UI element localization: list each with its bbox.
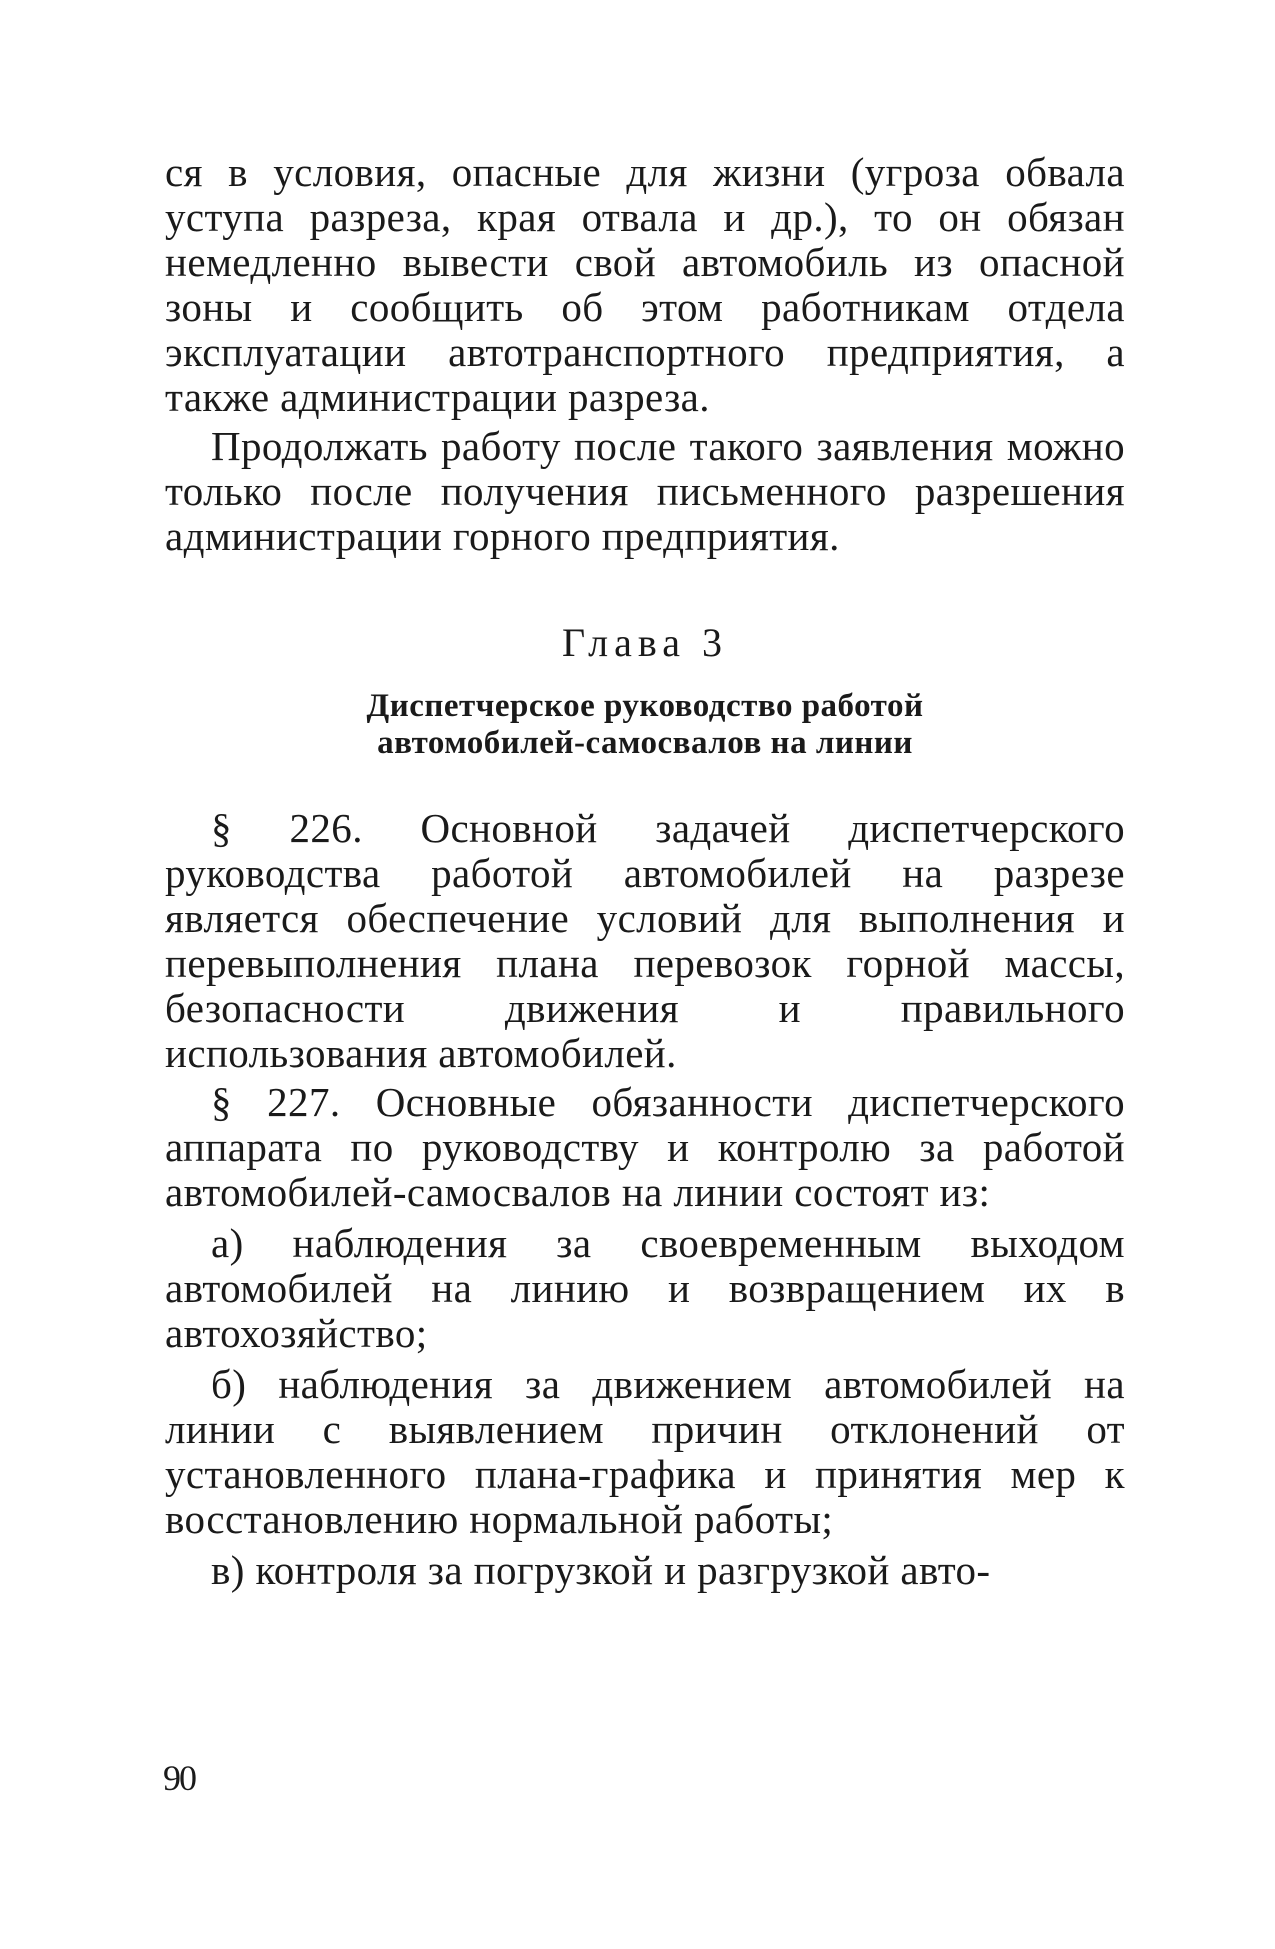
list-item-b: б) наблюдения за движением автомобилей на линии с выявлением причин отклонений от установленного плана-графика и принятия мер к восстановлению нормальной работы; <box>165 1361 1125 1542</box>
section-227: § 227. Основные обязанности диспетчерского аппарата по руководству и контролю за работой автомобилей-самосвалов на линии состоят из: <box>165 1079 1125 1215</box>
list-item-c: в) контроля за погрузкой и разгрузкой авто- <box>211 1547 991 1593</box>
chapter-title <box>165 688 1125 762</box>
page-number: 90 <box>163 1758 195 1798</box>
page-body <box>165 150 1125 1593</box>
chapter-label: Глава 3 <box>562 620 728 665</box>
paragraph-continuation: ся в условия, опасные для жизни (угроза обвала уступа разреза, края отвала и др.), то он обязан немедленно вывести свой автомобиль из опасной зоны и сообщить об этом работникам отдела эксплуатации автотранспортного предприятия, а также администрации разреза. <box>165 149 1125 420</box>
list-item-a: а) наблюдения за своевременным выходом автомобилей на линию и возвращением их в автохозяйство; <box>165 1220 1125 1356</box>
chapter-title-line-2: автомобилей-самосвалов на линии <box>377 725 913 761</box>
chapter-title-line-1: Диспетчерское руководство работой <box>366 688 924 724</box>
section-226: § 226. Основной задачей диспетчерского руководства работой автомобилей на разрезе является обеспечение условий для выполнения и перевыполнения плана перевозок горной массы, безопасности движения и правильного использования автомобилей. <box>165 805 1125 1076</box>
paragraph-continue-work: Продолжать работу после такого заявления можно только после получения письменного разрешения администрации горного предприятия. <box>165 423 1125 559</box>
